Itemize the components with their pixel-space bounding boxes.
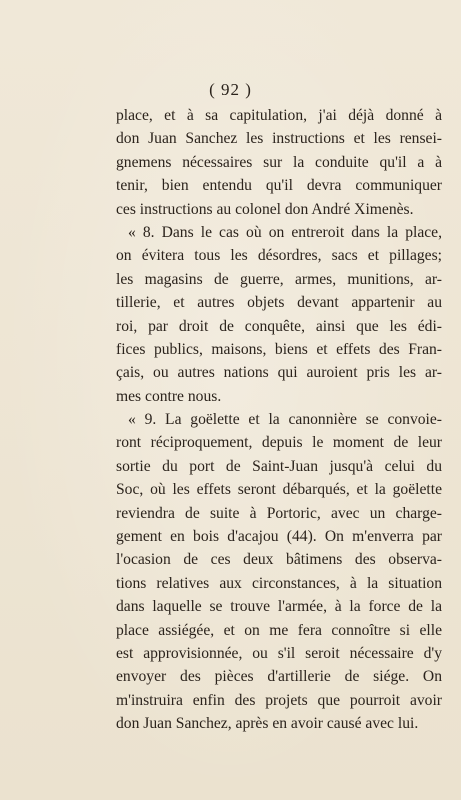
text-line: place, et à sa capitulation, j'ai déjà donné à (116, 107, 442, 124)
text-line: sortie du port de Saint-Juan jusqu'à celui du (116, 457, 442, 475)
body-text (116, 104, 442, 736)
text-line: çais, ou autres nations qui auroient pris les ar- (116, 364, 442, 382)
text-line: « 9. La goëlette et la canonnière se convoie- (128, 411, 442, 429)
text-line: envoyer des pièces d'artillerie de siége. On (116, 668, 442, 686)
text-line: Soc, où les effets seront débarqués, et la goëlette (116, 481, 442, 499)
text-line: les magasins de guerre, armes, munitions, ar- (116, 270, 442, 288)
text-line: dans laquelle se trouve l'armée, à la force de la (116, 598, 442, 616)
text-line: fices publics, maisons, biens et effets des Fran- (116, 340, 442, 358)
text-line: est approvisionnée, ou s'il seroit nécessaire d'y (116, 644, 442, 662)
text-line: tions relatives aux circonstances, à la situation (116, 574, 442, 592)
text-line: l'ocasion de ces deux bâtimens des observa- (116, 551, 442, 569)
text-line: don Juan Sanchez, après en avoir causé avec lui. (116, 715, 419, 733)
text-line: « 8. Dans le cas où on entreroit dans la place, (128, 223, 442, 241)
text-line: gement en bois d'acajou (44). On m'enverra par (116, 528, 442, 546)
text-line: mes contre nous. (116, 387, 222, 405)
text-line: gnemens nécessaires sur la conduite qu'il a à (116, 153, 442, 171)
text-line: m'instruira enfin des projets que pourroit avoir (116, 691, 442, 709)
text-line: place assiégée, et on me fera connoître si elle (116, 621, 442, 639)
text-line: tenir, bien entendu qu'il devra communiquer (116, 177, 442, 195)
page-number: ( 92 ) (209, 80, 252, 99)
text-line: ront réciproquement, depuis le moment de leur (116, 434, 442, 452)
text-line: reviendra de suite à Portoric, avec un charge- (116, 504, 442, 522)
text-line: don Juan Sanchez les instructions et les rensei- (116, 130, 442, 148)
text-line: roi, par droit de conquête, ainsi que les édi- (116, 317, 442, 335)
text-line: on évitera tous les désordres, sacs et pillages; (116, 247, 442, 265)
text-line: ces instructions au colonel don André Ximenès. (116, 200, 414, 218)
text-line: tillerie, et autres objets devant appartenir au (116, 294, 442, 312)
